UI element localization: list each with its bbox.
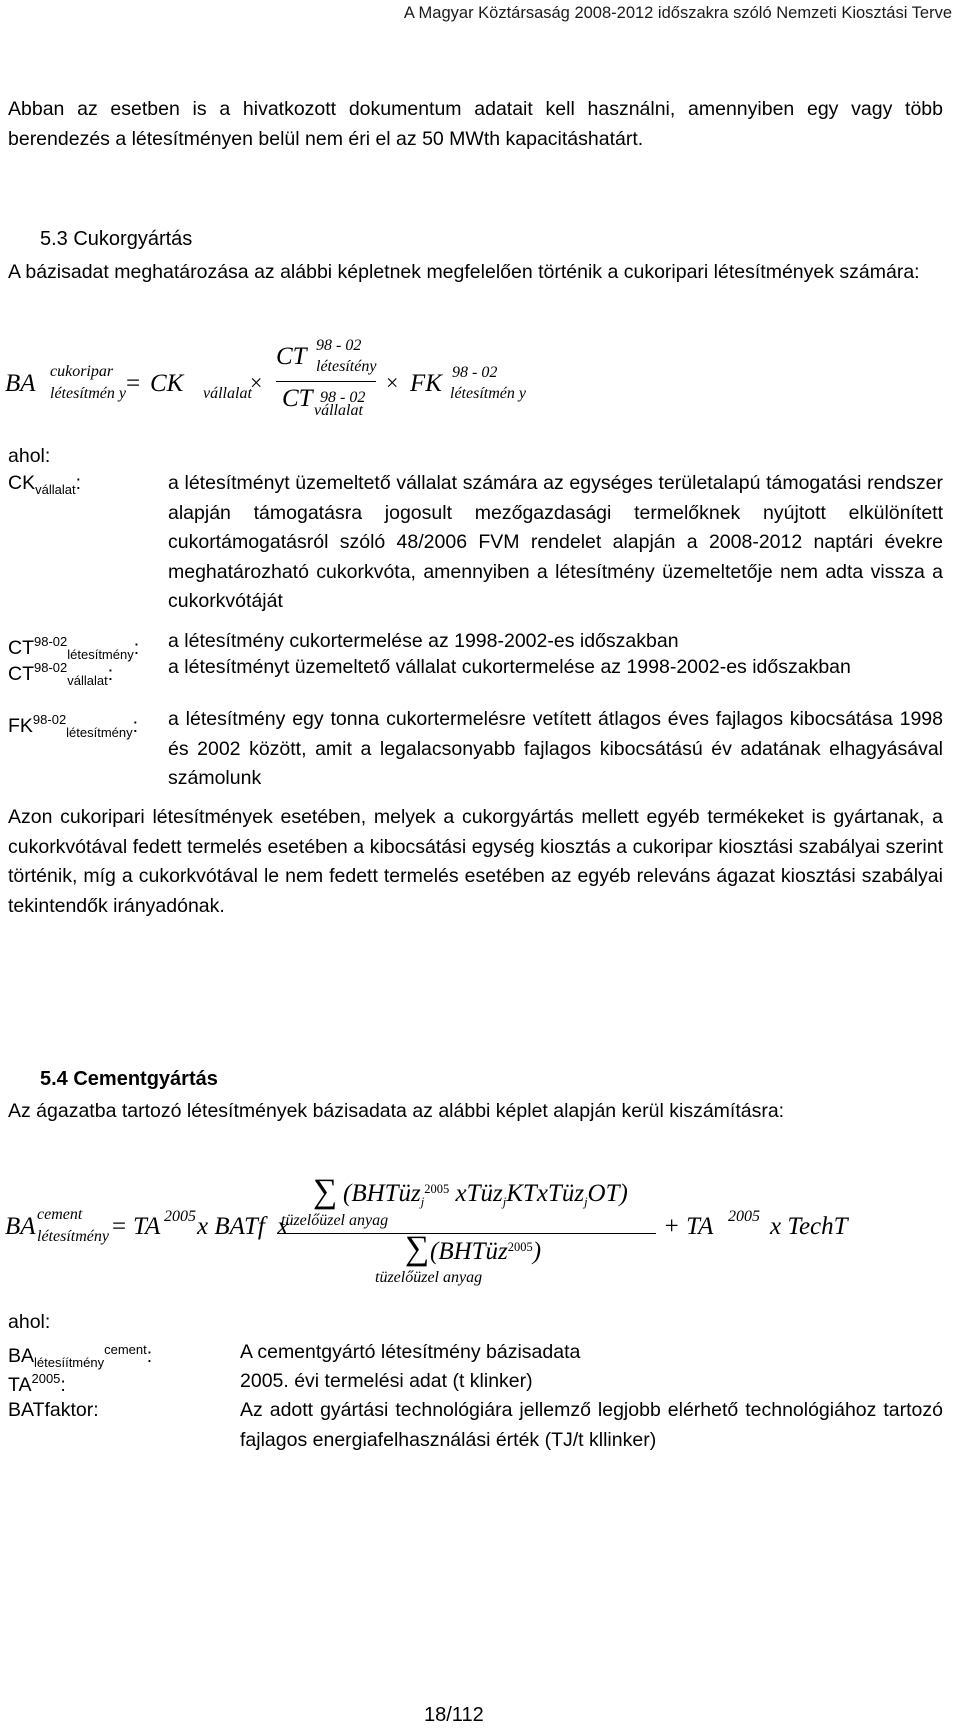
def-ba-cement-text: A cementgyártó létesítmény bázisadata [240,1341,581,1363]
formula2-plus-ta: + TA [663,1213,714,1240]
formula2-ta-symbol: TA [133,1213,161,1240]
formula-ct-denominator: CT [282,385,313,412]
section-5-4-heading: 5.4 Cementgyártás [40,1068,218,1090]
formula-ck-sub: vállalat [203,385,252,402]
def-ct-vallalat-label: $CT^{98-02}_{vállalat}$: [8,660,114,688]
intro-paragraph: Abban az esetben is a hivatkozott dokumentum adatait kell használni, amennyiben egy vagy több berendezés a létesítményen belül nem éri el az 50 MWth kapacitáshatárt. [8,98,943,150]
formula-ct-numerator: CT [276,343,307,370]
formula-ct-numerator-sup: 98 - 02 [316,337,362,354]
def-batfaktor-label: BATfaktor: [8,1399,99,1421]
formula-ct-denominator-sub: vállalat [314,402,363,419]
section-5-3-lead: A bázisadat meghatározása az alábbi képletnek megfelelően történik a cukoripari létesítmények számára: [8,261,920,283]
def-batfaktor-text: Az adott gyártási technológiára jellemző legjobb elérhető technológiához tartozó fajlagos energiafelhasználási érték (TJ/t kllinker) [240,1399,943,1451]
def-fk-label: $FK^{98-02}_{létesítmény}$: [8,712,139,740]
formula-ba-sup: cukoripar [50,363,114,380]
section-5-4-lead: Az ágazatba tartozó létesítmények bázisadata az alábbi képlet alapján kerül kiszámításra: [8,1100,785,1122]
formula2-ba-sub: létesítmény [37,1228,109,1245]
formula2-num-under: tüzelőüzel anyag [281,1212,389,1229]
formula-fk-sub: létesítmén y [450,385,526,402]
formula-times-2: × [386,370,399,395]
def-ct-vallalat-text: a létesítményt üzemeltető vállalat cukortermelése az 1998-2002-es időszakban [168,656,851,678]
def-ba-cement-label: $BA_{létesíítmény}^{cement}$: [8,1342,153,1370]
formula2-techt: x TechT [770,1213,848,1240]
formula-ba-sub: létesítmén y [50,385,126,402]
formula-fk-sup: 98 - 02 [452,364,498,381]
def-ck-label: $CK_{vállalat}$: [8,472,81,497]
formula2-equals: = [112,1213,127,1240]
formula2-den-sigma: ∑ [405,1230,430,1267]
formula2-denominator: (BHTüz$^{2005}$) [430,1238,542,1265]
def-ck-text: a létesítményt üzemeltető vállalat számára az egységes területalapú támogatási rendszer alapján támogatásra jogosult mezőgazdasági termelőknek nyújtott elkülönített cukortámogatásról szóló 48/2006 FVM rendelet alapján a 2008-2012 naptári évekre meghatározható cukorkvóta, amennyiben a létesítmény üzemeltetője nem adta vissza a cukorkvótáját [168,472,943,612]
section-5-3-heading: 5.3 Cukorgyártás [40,228,193,250]
formula-equals: = [126,370,141,397]
formula-ba-symbol: BA [5,370,36,397]
formula2-numerator: (BHTüz$_j^{2005}$ xTüz$_j$KTxTüz$_j$OT) [343,1180,628,1209]
formula2-num-sigma: ∑ [313,1173,338,1210]
section-5-3-closing: Azon cukoripari létesítmények esetében, melyek a cukorgyártás mellett egyéb termékeket is gyártanak, a cukorkvótával fedett termelés esetében a kibocsátási egység kiosztás a cukoripar kiosztási szabályai szerint történik, míg a cukorkvótával le nem fedett termelés esetében az egyéb releváns ágazat kiosztási szabályai tekintendők irányadónak. [8,806,943,917]
where-label-5-4: ahol: [8,1311,51,1333]
def-ct-letesitmeny-label: $CT^{98-02}_{létesítmény}$: [8,634,140,662]
page-number: 18/112 [424,1704,484,1726]
formula2-ba-sup: cement [37,1206,83,1223]
formula-ct-denominator-sup: 98 - 02 [320,389,366,406]
def-fk-text: a létesítmény egy tonna cukortermelésre vetített átlagos éves fajlagos kibocsátása 1998 és 2002 között, amit a legalacsonyabb fajlagos kibocsátású év adatának elhagyásával számolunk [168,708,943,789]
formula-ct-numerator-sub: létesítény [316,358,377,375]
where-label-5-3: ahol: [8,445,51,467]
def-ta-label: $TA^{2005}$: [8,1371,66,1396]
page-header-title: A Magyar Köztársaság 2008-2012 időszakra szóló Nemzeti Kiosztási Terve [403,4,952,22]
formula-times-1: × [250,370,263,395]
formula2-ba-symbol: BA [5,1213,36,1240]
formula2-den-under: tüzelőüzel anyag [375,1269,483,1286]
formula2-ta-sup: 2005 [164,1208,196,1225]
formula-fraction-bar [276,381,376,382]
formula2-plus-ta-sup: 2005 [728,1208,760,1225]
formula2-x-batf: x BATf x [197,1213,289,1240]
formula-fk-symbol: FK [410,370,442,397]
def-ct-letesitmeny-text: a létesítmény cukortermelése az 1998-2002-es időszakban [168,630,679,652]
def-ta-text: 2005. évi termelési adat (t klinker) [240,1370,533,1392]
formula2-fraction-bar [278,1233,656,1234]
formula-ck-symbol: CK [150,370,184,397]
